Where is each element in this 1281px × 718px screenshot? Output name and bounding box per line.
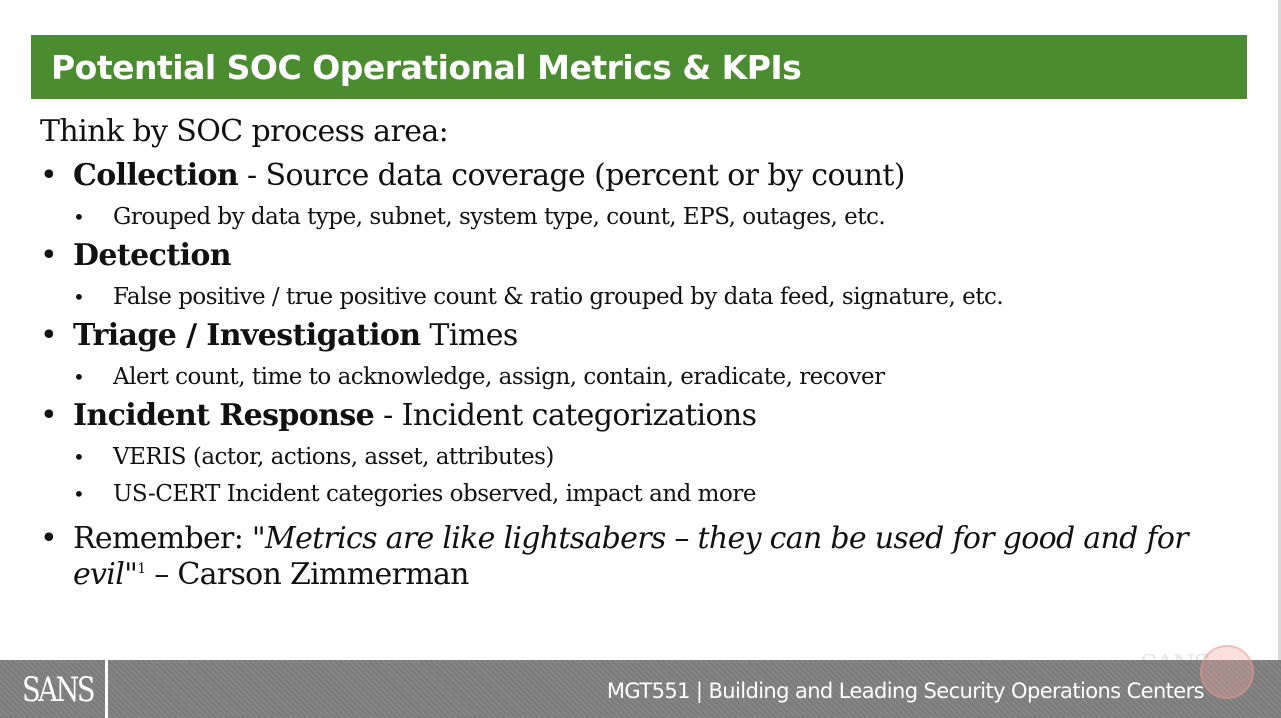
watermark-play-icon: [1200, 645, 1254, 699]
footnote-marker: 1: [137, 561, 146, 577]
sub-bullet: [40, 282, 1240, 312]
sub-bullet: [40, 362, 1240, 392]
intro-text: Think by SOC process area:: [40, 114, 449, 149]
sub-bullet-text: US-CERT Incident categories observed, impact and more: [113, 481, 756, 507]
bullet-heading: Triage / Investigation: [73, 318, 421, 353]
footer-divider: [105, 660, 108, 718]
sub-bullet-text: False positive / true positive count & ratio grouped by data feed, signature, etc.: [113, 284, 1004, 310]
sub-bullet: [40, 442, 1240, 472]
bullet-heading: Detection: [73, 238, 231, 273]
bullet-dot: •: [40, 318, 58, 353]
bullet-detail: - Source data coverage (percent or by count): [238, 158, 905, 193]
bullet-dot: •: [40, 398, 58, 433]
sub-bullet-text: Grouped by data type, subnet, system type, count, EPS, outages, etc.: [113, 204, 886, 230]
quote-author: – Carson Zimmerman: [145, 557, 469, 592]
slide-title: Potential SOC Operational Metrics & KPIs: [51, 48, 802, 87]
sans-logo: SANS: [22, 670, 94, 710]
footer-bar: [0, 660, 1281, 718]
quote-text: Metrics are like lightsabers – they can be used for good and for evil: [73, 521, 1188, 592]
bullet-dot: •: [40, 521, 57, 556]
title-bar: [31, 35, 1247, 99]
bullet-detail: Times: [420, 318, 518, 353]
slide-body: [40, 112, 1240, 593]
sub-bullet-dot: •: [73, 285, 85, 309]
bullet-incident-response: [40, 397, 1240, 435]
quote-close: ": [124, 557, 138, 592]
bullet-collection: [40, 157, 1240, 195]
sub-bullet-dot: •: [73, 482, 85, 506]
sub-bullet: [40, 479, 1240, 509]
sub-bullet-text: VERIS (actor, actions, asset, attributes): [113, 444, 554, 470]
bullet-detection: [40, 237, 1240, 275]
bullet-detail: - Incident categorizations: [374, 398, 757, 433]
bullet-dot: •: [40, 238, 58, 273]
quote-prefix: Remember: ": [73, 521, 266, 556]
bullet-dot: •: [40, 158, 58, 193]
bullet-triage: [40, 317, 1240, 355]
bullet-heading: Collection: [73, 158, 239, 193]
sub-bullet-dot: •: [73, 205, 85, 229]
sub-bullet: [40, 202, 1240, 232]
bullet-heading: Incident Response: [73, 398, 375, 433]
quote-bullet: [40, 521, 1213, 593]
sub-bullet-dot: •: [73, 365, 85, 389]
course-title: MGT551 | Building and Leading Security Operations Centers: [606, 679, 1204, 703]
sub-bullet-text: Alert count, time to acknowledge, assign, contain, eradicate, recover: [113, 364, 885, 390]
sub-bullet-dot: •: [73, 445, 85, 469]
